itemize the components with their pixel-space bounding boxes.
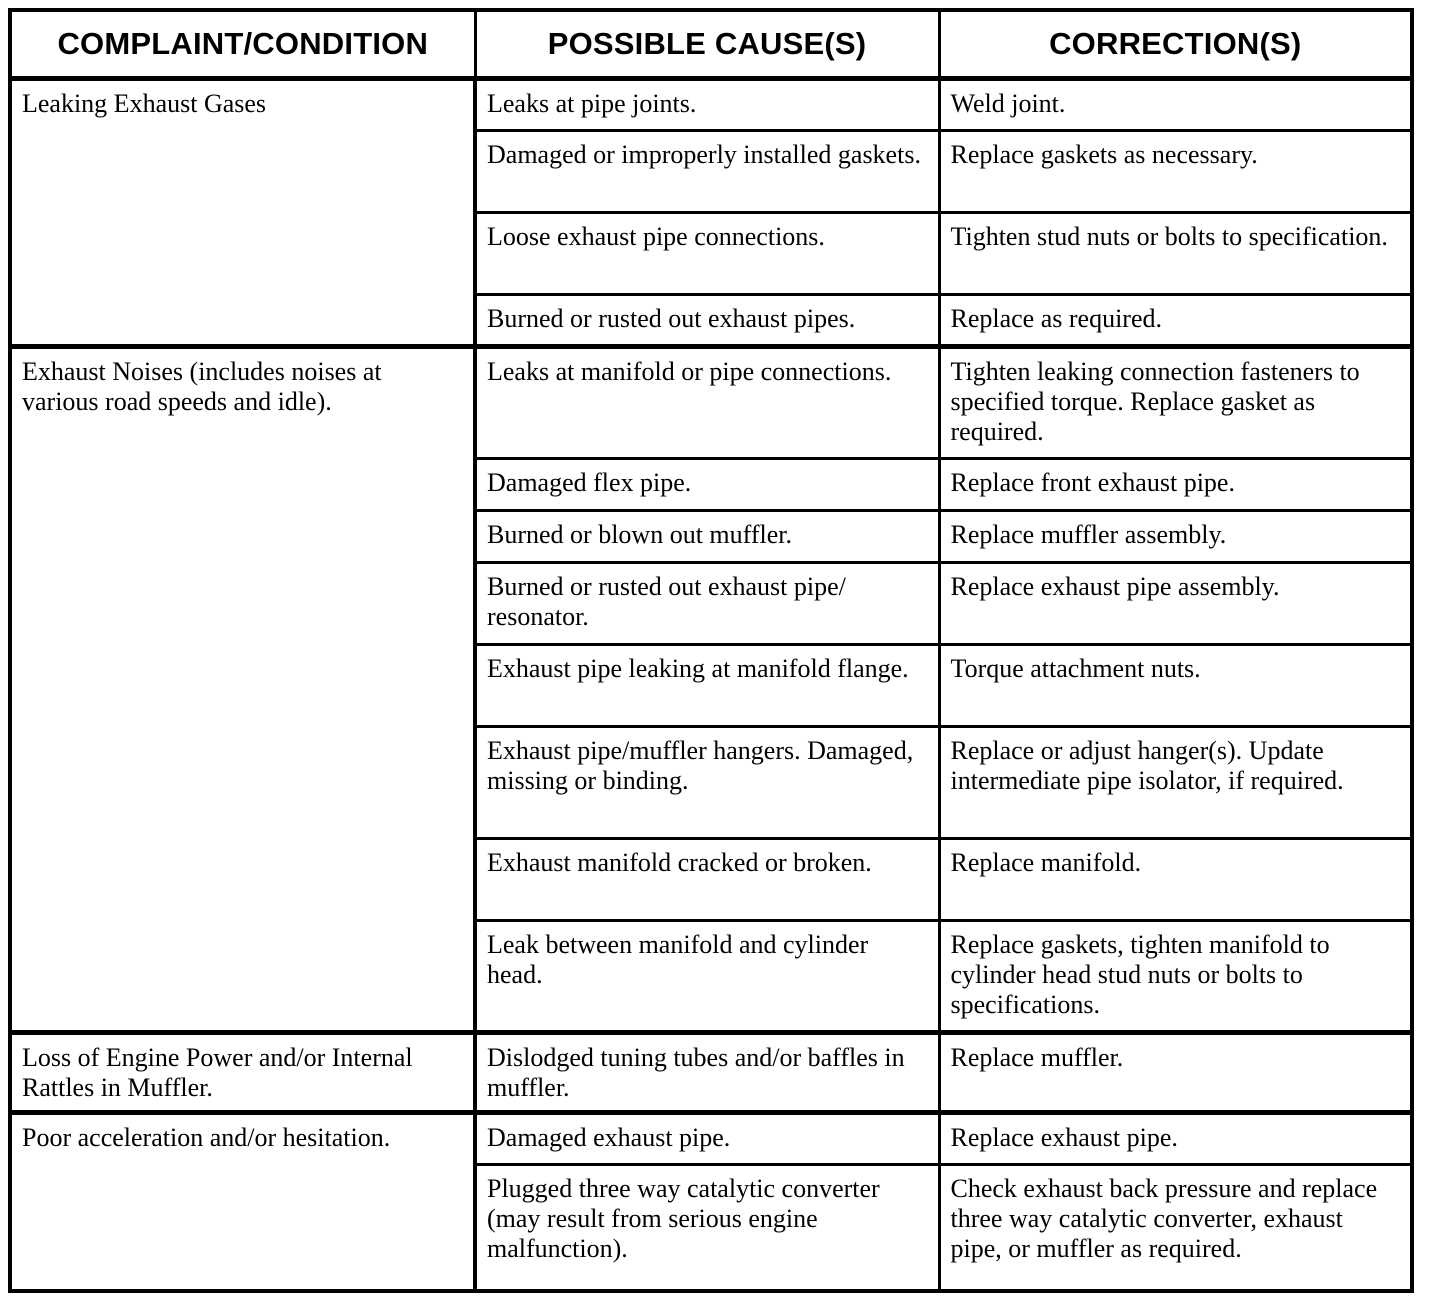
correction-cell: Replace or adjust hanger(s). Update intermediate pipe isolator, if required.	[939, 727, 1412, 839]
header-row	[10, 10, 1412, 79]
cause-cell: Burned or blown out muffler.	[475, 511, 939, 563]
diagnosis-table	[8, 8, 1414, 1293]
condition-cell: Exhaust Noises (includes noises at various road speeds and idle).	[10, 347, 475, 1033]
cause-cell: Leak between manifold and cylinder head.	[475, 921, 939, 1033]
correction-cell: Check exhaust back pressure and replace three way catalytic converter, exhaust pipe, or muffler as required.	[939, 1165, 1412, 1291]
condition-cell: Leaking Exhaust Gases	[10, 79, 475, 347]
correction-cell: Tighten stud nuts or bolts to specification.	[939, 213, 1412, 295]
cause-cell: Damaged or improperly installed gaskets.	[475, 131, 939, 213]
cause-cell: Leaks at manifold or pipe connections.	[475, 347, 939, 459]
table-row	[10, 79, 1412, 131]
cause-cell: Damaged flex pipe.	[475, 459, 939, 511]
correction-cell: Replace gaskets, tighten manifold to cylinder head stud nuts or bolts to specifications.	[939, 921, 1412, 1033]
condition-cell: Poor acceleration and/or hesitation.	[10, 1113, 475, 1291]
cause-cell: Exhaust pipe/muffler hangers. Damaged, missing or binding.	[475, 727, 939, 839]
table-row	[10, 347, 1412, 459]
correction-cell: Replace muffler.	[939, 1033, 1412, 1113]
header-correction: CORRECTION(S)	[939, 10, 1412, 79]
correction-cell: Replace exhaust pipe.	[939, 1113, 1412, 1165]
correction-cell: Tighten leaking connection fasteners to specified torque. Replace gasket as required.	[939, 347, 1412, 459]
correction-cell: Weld joint.	[939, 79, 1412, 131]
condition-cell: Loss of Engine Power and/or Internal Rattles in Muffler.	[10, 1033, 475, 1113]
table-row	[10, 1033, 1412, 1113]
correction-cell: Replace gaskets as necessary.	[939, 131, 1412, 213]
cause-cell: Plugged three way catalytic converter (may result from serious engine malfunction).	[475, 1165, 939, 1291]
table-row	[10, 1113, 1412, 1165]
header-complaint: COMPLAINT/CONDITION	[10, 10, 475, 79]
cause-cell: Burned or rusted out exhaust pipe/ resonator.	[475, 563, 939, 645]
cause-cell: Loose exhaust pipe connections.	[475, 213, 939, 295]
cause-cell: Dislodged tuning tubes and/or baffles in muffler.	[475, 1033, 939, 1113]
correction-cell: Torque attachment nuts.	[939, 645, 1412, 727]
cause-cell: Exhaust manifold cracked or broken.	[475, 839, 939, 921]
correction-cell: Replace manifold.	[939, 839, 1412, 921]
correction-cell: Replace exhaust pipe assembly.	[939, 563, 1412, 645]
correction-cell: Replace muffler assembly.	[939, 511, 1412, 563]
header-cause: POSSIBLE CAUSE(S)	[475, 10, 939, 79]
cause-cell: Burned or rusted out exhaust pipes.	[475, 295, 939, 347]
correction-cell: Replace as required.	[939, 295, 1412, 347]
correction-cell: Replace front exhaust pipe.	[939, 459, 1412, 511]
cause-cell: Exhaust pipe leaking at manifold flange.	[475, 645, 939, 727]
cause-cell: Damaged exhaust pipe.	[475, 1113, 939, 1165]
cause-cell: Leaks at pipe joints.	[475, 79, 939, 131]
